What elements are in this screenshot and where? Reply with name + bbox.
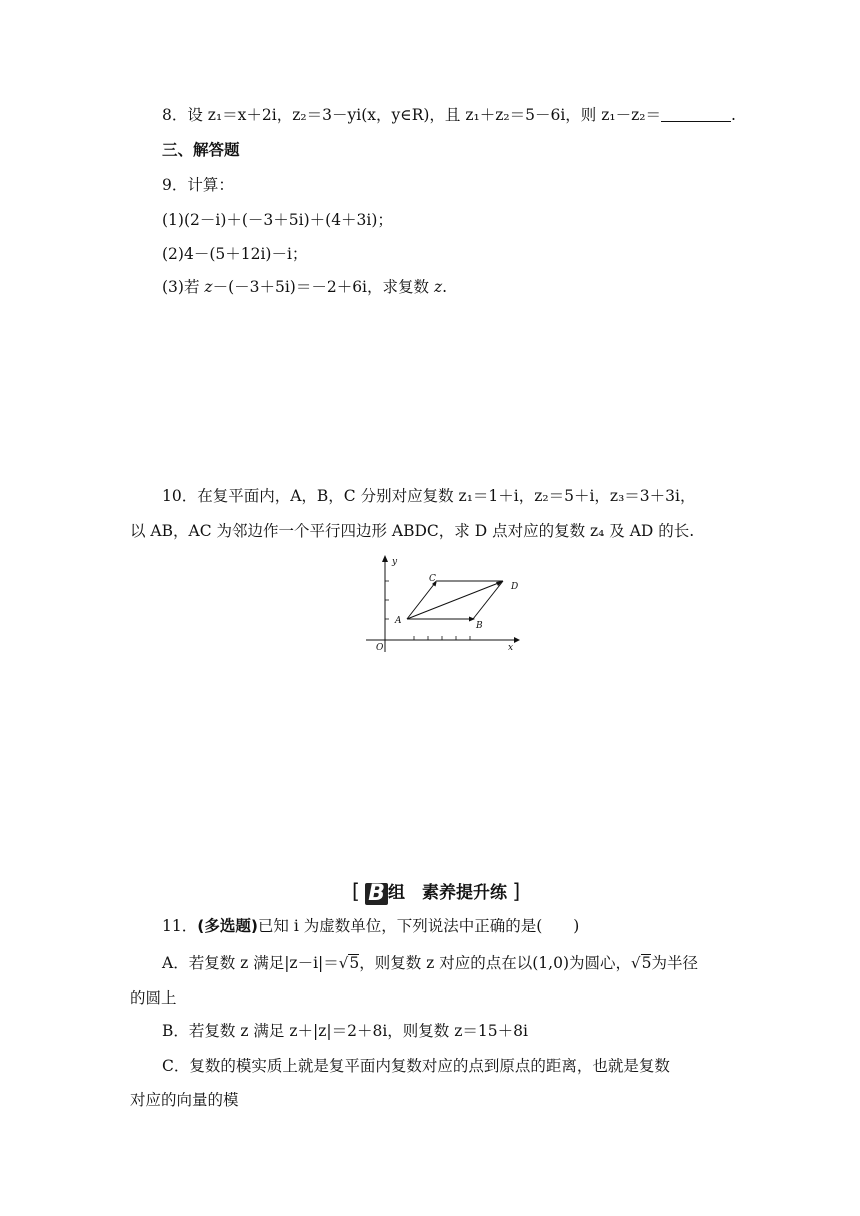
y-axis-arrow-icon — [382, 555, 388, 562]
bracket-right: ] — [512, 879, 521, 903]
question-9-part-1: (1)(2－i)＋(－3＋5i)＋(4＋3i)； — [162, 211, 393, 229]
question-11-title — [162, 915, 579, 937]
q9-p3-prefix: (3)若 — [162, 278, 205, 296]
option-a-line-1 — [162, 952, 698, 974]
question-9-title: 9．计算： — [162, 176, 234, 194]
question-10-line-1: 10．在复平面内，A，B，C 分别对应复数 z₁＝1＋i，z₂＝5＋i，z₃＝3＋3i， — [162, 487, 696, 505]
label-a: A — [395, 616, 402, 626]
label-d: D — [511, 582, 519, 592]
q9-p3-z2: z — [433, 278, 443, 296]
option-b: B．若复数 z 满足 z＋|z|＝2＋8i，则复数 z＝15＋8i — [162, 1022, 528, 1040]
q9-p3-mid: －(－3＋5i)＝－2＋6i，求复数 — [212, 278, 434, 296]
option-c-line-1: C．复数的模实质上就是复平面内复数对应的点到原点的距离，也就是复数 — [162, 1057, 670, 1075]
q8-number: 8．设 — [162, 106, 208, 124]
label-b: B — [476, 621, 483, 631]
option-c-line-2: 对应的向量的模 — [130, 1091, 239, 1109]
q11-number: 11． — [162, 917, 198, 935]
option-a-part-2: ，则复数 z 对应的点在以(1,0)为圆心， — [359, 954, 632, 972]
section-b-title: 组 素养提升练 — [388, 883, 507, 903]
question-9-part-2: (2)4－(5＋12i)－i； — [162, 245, 308, 263]
x-axis-arrow-icon — [514, 637, 520, 643]
label-origin: O — [376, 643, 384, 653]
parallelogram-figure — [362, 552, 522, 654]
bracket-left: [ — [352, 879, 360, 903]
option-a-part-3: 为半径 — [651, 954, 698, 972]
group-b-badge: B — [365, 883, 388, 905]
section-b-header — [352, 878, 520, 906]
sqrt-radicand-2: 5 — [641, 954, 652, 972]
question-8: 8．设 z₁＝x＋2i，z₂＝3－yi(x，y∈R)，且 z₁＋z₂＝5－6i，则 z₁－z₂＝ . — [162, 106, 736, 124]
label-x: x — [508, 643, 514, 653]
sqrt-radicand: 5 — [349, 954, 360, 972]
q8-text: z₁＝x＋2i，z₂＝3－yi(x，y∈R)，且 z₁＋z₂＝5－6i，则 z₁－z₂＝ — [207, 106, 661, 124]
option-a-line-2: 的圆上 — [130, 989, 177, 1007]
label-c: C — [429, 574, 436, 584]
sqrt-icon: √ — [338, 954, 349, 972]
question-10-line-2: 以 AB，AC 为邻边作一个平行四边形 ABDC，求 D 点对应的复数 z₄ 及 AD 的长. — [130, 522, 695, 540]
section-heading-3: 三、解答题 — [162, 141, 240, 159]
q9-p3-end: . — [442, 278, 448, 296]
sqrt-icon-2: √ — [631, 954, 641, 972]
option-a-part-1: A．若复数 z 满足|z－i|＝ — [162, 954, 339, 972]
q11-stem: 已知 i 为虚数单位，下列说法中正确的是( ) — [257, 917, 580, 935]
label-y: y — [392, 557, 398, 567]
answer-blank[interactable] — [661, 107, 731, 122]
q9-p3-z: z — [204, 278, 213, 296]
q11-tag: (多选题) — [197, 917, 258, 935]
question-9-part-3 — [162, 276, 447, 298]
